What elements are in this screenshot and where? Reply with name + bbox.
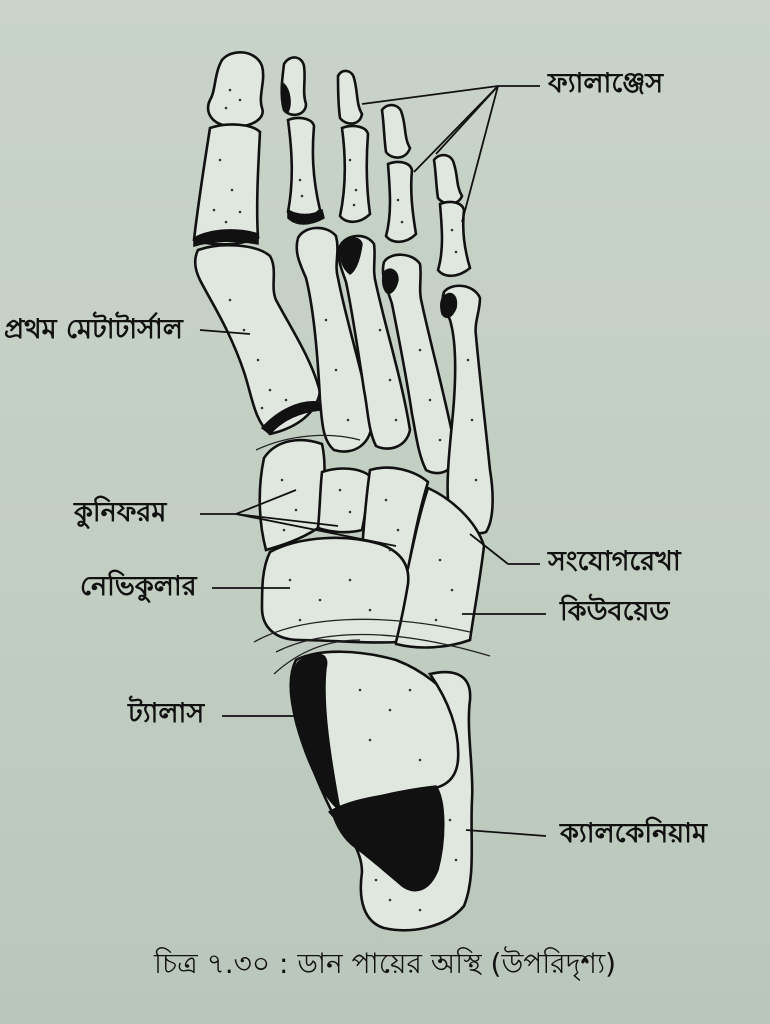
fourth-toe-distal-phalanx [382,105,410,158]
big-toe-proximal-phalanx [194,125,260,245]
label-first-metatarsal: প্রথম মেটাটার্সাল [4,314,183,345]
second-toe-middle-phalanx [288,118,320,219]
fourth-toe-middle-phalanx [386,162,416,242]
label-navicular: নেভিকুলার [80,571,197,602]
big-toe-distal-phalanx [208,52,263,126]
label-cuneiform: কুনিফরম [74,497,167,528]
label-talus: ট্যালাস [128,698,205,729]
label-joint-line: সংযোগরেখা [548,546,681,577]
medial-cuneiform-bone [260,440,325,550]
label-calcaneum: ক্যালকেনিয়াম [560,818,707,849]
fifth-metatarsal-bone [443,286,493,533]
label-phalanges: ফ্যালাঞ্জেস [548,68,664,99]
third-toe-distal-phalanx [338,71,362,124]
fifth-toe-distal-phalanx [434,155,462,204]
third-toe-middle-phalanx [340,126,370,222]
navicular-bone [262,538,408,643]
tarsals-group [260,440,484,930]
label-cuboid: কিউবয়েড [560,596,670,627]
intermediate-cuneiform-bone [318,469,370,533]
figure-caption: চিত্র ৭.৩০ : ডান পায়ের অস্থি (উপরিদৃশ্য) [153,947,617,980]
